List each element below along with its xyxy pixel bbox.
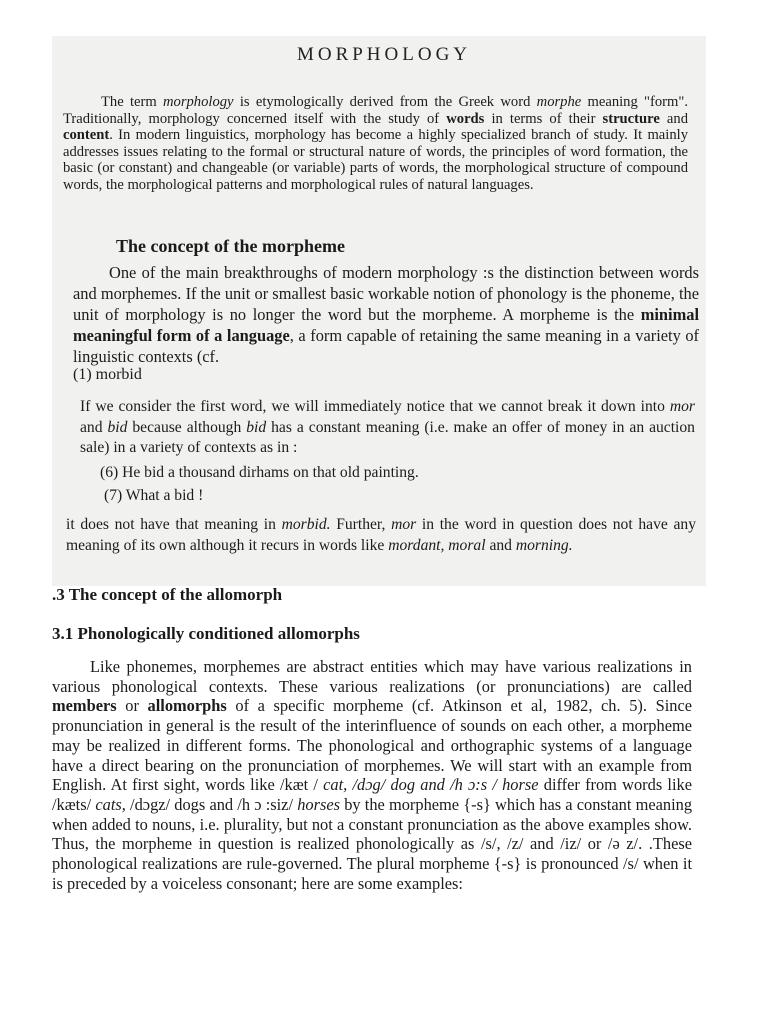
morbid-analysis-paragraph: If we consider the first word, we will immediately notice that we cannot break it down into mor and bid because although bid has a constant meaning (i.e. make an offer of money in an auction sale) in a variety of contexts as in : (80, 398, 695, 456)
phonological-allomorphs-subheading: 3.1 Phonologically conditioned allomorphs (52, 624, 360, 643)
example-morbid: (1) morbid (73, 366, 142, 383)
allomorph-heading: .3 The concept of the allomorph (52, 585, 283, 604)
intro-paragraph: The term morphology is etymologically derived from the Greek word morphe meaning "form". Traditionally, morphology concerned itself with the study of words in terms of their structure and content. In modern linguistics, morphology has become a highly specialized branch of study. It mainly addresses issues relating to the formal or structural nature of words, the principles of word formation, the basic (or constant) and changeable (or variable) parts of words, the morphological structure of compound words, the morphological patterns and morphological rules of natural languages. (63, 94, 688, 193)
allomorph-paragraph: Like phonemes, morphemes are abstract entities which may have various realizations in various phonological contexts. These various realizations (or pronunciations) are called members or allomorphs of a specific morpheme (cf. Atkinson et al, 1982, ch. 5). Since pronunciation in general is the result of the interinfluence of sounds on each other, a morpheme may be realized in different forms. The phonological and orthographic systems of a language have a direct bearing on the pronunciation of morphemes. We will start with an example from English. At first sight, words like /kæt / cat, /dɔg/ dog and /h ɔ:s / horse differ from words like /kæts/ cats, /dɔgz/ dogs and /h ɔ :siz/ horses by the morpheme {-s} which has a constant meaning when added to nouns, i.e. plurality, but not a constant pronunciation as the above examples show. Thus, the morpheme in question is realized phonologically as /s/, /z/ and /iz/ or /ə z/. .These phonological realizations are rule-governed. The plural morpheme {-s} is pronounced /s/ when it is preceded by a voiceless consonant; here are some examples: (52, 657, 693, 893)
example-6: (6) He bid a thousand dirhams on that old painting. (100, 464, 419, 481)
morpheme-paragraph: One of the main breakthroughs of modern morphology :s the distinction between words and morphemes. If the unit or smallest basic workable notion of phonology is the phoneme, the unit of morphology is no longer the word but the morpheme. A morpheme is the minimal meaningful form of a language, a form capable of retaining the same meaning in a variety of linguistic contexts (cf. (73, 263, 699, 366)
morpheme-heading: The concept of the morpheme (116, 236, 345, 256)
page-title: MORPHOLOGY (296, 44, 472, 65)
mor-paragraph: it does not have that meaning in morbid. Further, mor in the word in question does not have any meaning of its own although it recurs in words like mordant, moral and morning. (66, 516, 696, 554)
example-7: (7) What a bid ! (104, 487, 204, 504)
